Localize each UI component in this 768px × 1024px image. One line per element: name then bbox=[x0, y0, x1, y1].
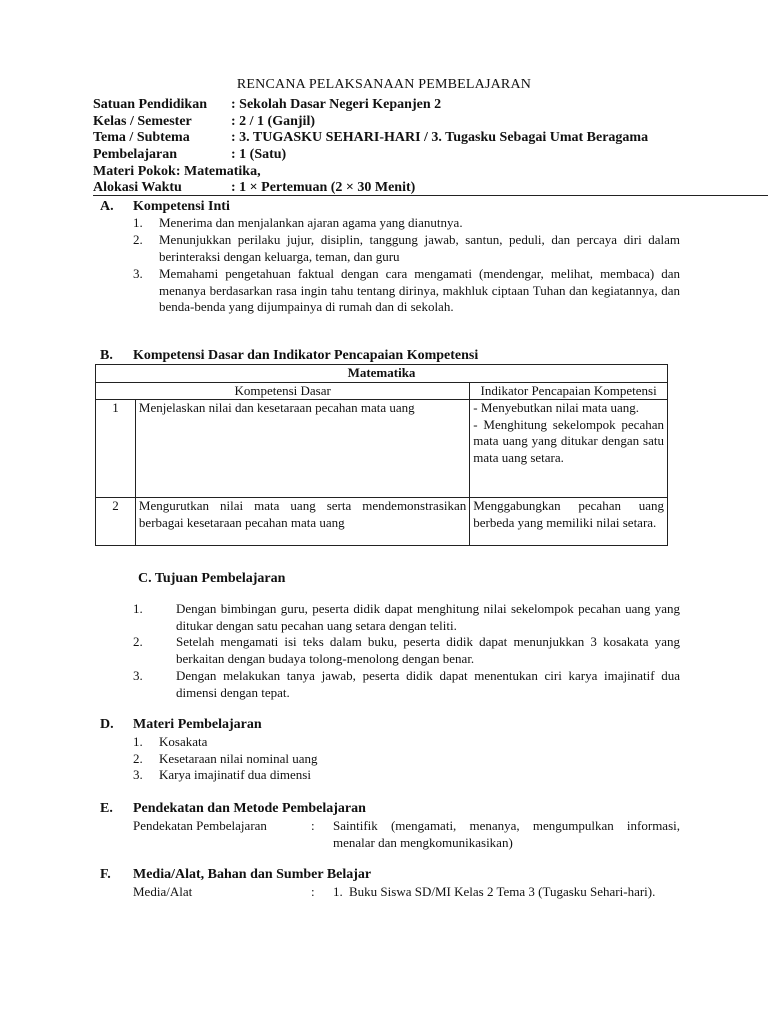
header-value: : Sekolah Dasar Negeri Kepanjen 2 bbox=[231, 97, 442, 112]
list-number: 2. bbox=[133, 634, 143, 649]
document-title: RENCANA PELAKSANAAN PEMBELAJARAN bbox=[236, 77, 532, 92]
header-label: Tema / Subtema bbox=[93, 130, 190, 145]
section-f-letter: F. bbox=[100, 867, 111, 882]
section-a-letter: A. bbox=[100, 199, 114, 214]
approach-label: Pendekatan Pembelajaran bbox=[133, 818, 267, 833]
list-item: Kesetaraan nilai nominal uang bbox=[159, 751, 318, 766]
row-indicator bbox=[470, 400, 668, 498]
table-subject: Matematika bbox=[96, 365, 668, 383]
header-value: : 2 / 1 (Ganjil) bbox=[231, 114, 315, 129]
row-kd: Mengurutkan nilai mata uang serta mendemonstrasikan berbagai kesetaraan pecahan mata uang bbox=[135, 498, 469, 546]
table-header-kd: Kompetensi Dasar bbox=[96, 382, 470, 400]
indicator-line: - Menyebutkan nilai mata uang. bbox=[473, 400, 639, 415]
row-indicator: Menggabungkan pecahan uang berbeda yang memiliki nilai setara. bbox=[470, 498, 668, 546]
section-a-title: Kompetensi Inti bbox=[133, 199, 230, 214]
list-number: 3. bbox=[133, 767, 143, 782]
list-number: 2. bbox=[133, 232, 143, 247]
media-value: Buku Siswa SD/MI Kelas 2 Tema 3 (Tugasku Sehari-hari). bbox=[349, 884, 656, 899]
table-row bbox=[96, 498, 668, 546]
section-b-letter: B. bbox=[100, 348, 113, 363]
section-d-title: Materi Pembelajaran bbox=[133, 717, 262, 732]
header-row-school bbox=[93, 96, 441, 113]
header-divider bbox=[93, 195, 768, 196]
indicator-line: - Menghitung sekelompok pecahan mata uang yang ditukar dengan satu mata uang setara. bbox=[473, 416, 664, 465]
table-row bbox=[96, 400, 668, 498]
section-e-letter: E. bbox=[100, 801, 113, 816]
header-row-class bbox=[93, 113, 315, 130]
section-c-title: C. Tujuan Pembelajaran bbox=[138, 571, 286, 586]
header-row-subject bbox=[93, 163, 261, 180]
list-item: Menunjukkan perilaku jujur, disiplin, tanggung jawab, santun, peduli, dan percaya diri dalam berinteraksi dengan keluarga, teman, dan guru bbox=[159, 232, 680, 264]
media-number: 1. bbox=[333, 884, 343, 899]
list-item: Setelah mengamati isi teks dalam buku, peserta didik dapat menunjukkan 3 kosakata yang berkaitan dengan budaya tolong-menolong dengan benar. bbox=[176, 634, 680, 666]
list-number: 1. bbox=[133, 601, 143, 616]
list-number: 2. bbox=[133, 751, 143, 766]
header-value: : 3. TUGASKU SEHARI-HARI / 3. Tugasku Sebagai Umat Beragama bbox=[231, 130, 649, 145]
list-item: Kosakata bbox=[159, 734, 208, 749]
list-number: 3. bbox=[133, 266, 143, 281]
media-colon: : bbox=[311, 884, 315, 899]
section-f-title: Media/Alat, Bahan dan Sumber Belajar bbox=[133, 867, 372, 882]
header-label: Alokasi Waktu bbox=[93, 180, 182, 195]
row-number: 1 bbox=[96, 400, 136, 498]
row-kd: Menjelaskan nilai dan kesetaraan pecahan mata uang bbox=[135, 400, 469, 498]
section-e-title: Pendekatan dan Metode Pembelajaran bbox=[133, 801, 366, 816]
header-label: Materi Pokok: Matematika, bbox=[93, 164, 261, 179]
header-row-time bbox=[93, 179, 415, 196]
header-label: Satuan Pendidikan bbox=[93, 97, 207, 112]
section-b-title: Kompetensi Dasar dan Indikator Pencapaian Kompetensi bbox=[133, 348, 479, 363]
list-number: 3. bbox=[133, 668, 143, 683]
header-value: : 1 × Pertemuan (2 × 30 Menit) bbox=[231, 180, 416, 195]
list-item: Dengan melakukan tanya jawab, peserta didik dapat menentukan ciri karya imajinatif dua dimensi dengan tepat. bbox=[176, 668, 680, 700]
list-item: Menerima dan menjalankan ajaran agama yang dianutnya. bbox=[159, 215, 463, 230]
header-value: : 1 (Satu) bbox=[231, 147, 287, 162]
row-number: 2 bbox=[96, 498, 136, 546]
approach-value: Saintifik (mengamati, menanya, mengumpulkan informasi, menalar dan mengkomunikasikan) bbox=[333, 818, 680, 850]
header-label: Kelas / Semester bbox=[93, 114, 192, 129]
header-row-lesson bbox=[93, 146, 286, 163]
competency-table bbox=[95, 364, 668, 546]
list-item: Dengan bimbingan guru, peserta didik dapat menghitung nilai sekelompok pecahan uang yang ditukar dengan satu pecahan uang setara dengan teliti. bbox=[176, 601, 680, 633]
section-d-letter: D. bbox=[100, 717, 114, 732]
list-number: 1. bbox=[133, 734, 143, 749]
media-label: Media/Alat bbox=[133, 884, 193, 899]
list-item: Karya imajinatif dua dimensi bbox=[159, 767, 311, 782]
list-number: 1. bbox=[133, 215, 143, 230]
header-row-theme bbox=[93, 129, 648, 146]
list-item: Memahami pengetahuan faktual dengan cara mengamati (mendengar, melihat, membaca) dan menanya berdasarkan rasa ingin tahu tentang dirinya, makhluk ciptaan Tuhan dan kegiatannya, dan benda-benda yang dijumpainya di rumah dan di sekolah. bbox=[159, 266, 680, 314]
approach-colon: : bbox=[311, 818, 315, 833]
header-label: Pembelajaran bbox=[93, 147, 177, 162]
table-header-indicator: Indikator Pencapaian Kompetensi bbox=[470, 382, 668, 400]
